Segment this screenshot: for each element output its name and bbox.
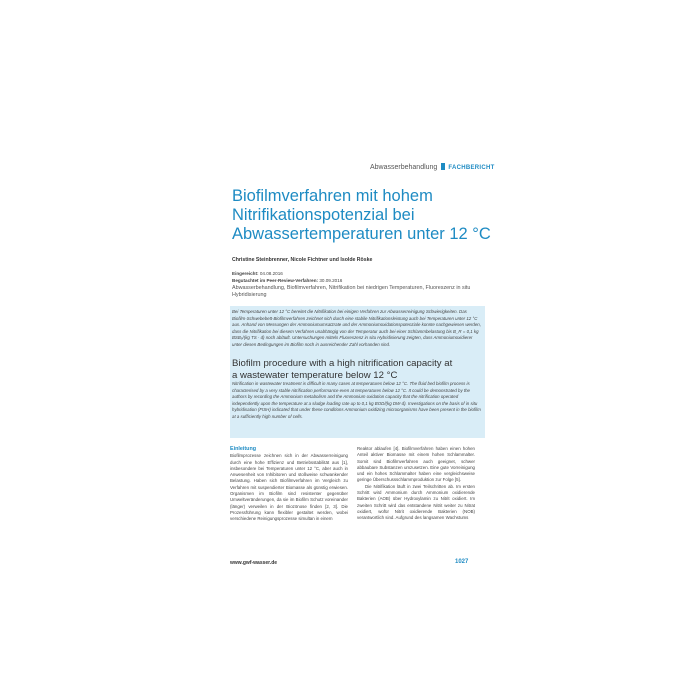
received-date: 04.08.2016 xyxy=(259,271,283,276)
footer-url: www.gwf-wasser.de xyxy=(230,560,278,566)
section-label: Abwasserbehandlung xyxy=(370,164,438,171)
abstract-german: Bei Temperaturen unter 12 °C bereitet die Nitrifikation bei einigen Verfahren zur Abwasserreinigung Schwierigkeiten. Das Biofilm-Schwebebett-Biofilmverfahren zeichnet sich durch eine stabile Nitrifikationsleistung auch bei Temperaturen unter 12 °C aus. Anhand von Messungen der Ammoniumumsatzrate und der Ammoniumoxidationspotenziale konnte nachgewiesen werden, dass die Nitrifikation bei diesem Verfahren unabhängig von der Temperatur auch bei einer Schlammbelastung bis B_R = 0,1 kg BSB₅/(kg TS · d) noch abläuft. Untersuchungen mittels Fluoreszenz in situ Hybridisierung zeigten, dass Ammoniumoxidierer unter diesen Bedingungen im Biofilm noch in ausreichender Zahl vorhanden sind. xyxy=(232,309,481,347)
intro-heading: Einleitung xyxy=(230,446,257,452)
reviewed-date: 30.09.2016 xyxy=(319,277,343,283)
english-title-line: a wastewater temperature below 12 °C xyxy=(232,369,398,381)
body-column-right xyxy=(357,446,475,522)
keywords: Abwasserbehandlung, Biofilmverfahren, Nitrifikation bei niedrigen Temperaturen, Fluoreszenz in situ Hybridisierung xyxy=(232,285,471,298)
category-label: FACHBERICHT xyxy=(448,165,495,171)
body-paragraph: Reaktor ablaufen [4]. Biofilmverfahren haben einen hohen Anteil aktiver Biomasse mit einem hohen Schlammalter. Somit sind Biofilmverfahren auch geeignet, schwer abbaubare Substanzen umzusetzen. Eine gute Vorreinigung und ein hohes Schlammalter haben eine vergleichsweise geringe Überschussschlammproduktion zur Folge [5]. xyxy=(357,446,475,483)
title-line: Biofilmverfahren mit hohem xyxy=(232,187,433,205)
body-paragraph: Biofilmprozesse zeichnen sich in der Abwasserreinigung durch eine hohe Effizienz und Betriebsstabilität aus [1], insbesondere bei Temperaturen unter 12 °C, aber auch in Anwesenheit von Inhibitoren und stoßweise schwankender Belastung. Haben sich Biofilmverfahren im Vergleich zu Verfahren mit suspendierter Biomasse als günstig erwiesen. Organismen im Biofilm sind resistenter gegenüber Umweltveränderungen, da sie im Biofilm Schutz voreinander (länger) verweilen in der Biozönose finden [2, 3]. Die Prozessführung kann flexibler gestaltet werden, wobei verschiedene Reinigungsprozesse simultan in einem xyxy=(230,453,348,522)
received-label: Eingereicht: xyxy=(232,271,259,276)
authors: Christine Steinbrenner, Nicole Fichtner und Isolde Röske xyxy=(232,257,373,263)
submission-dates xyxy=(232,271,342,284)
body-paragraph: Die Nitrifikation läuft in zwei Teilschritten ab. Im ersten Schritt wird Ammonium durch Ammonium oxidierende Bakterien (AOB) über Hydroxylamin zu Nitrit oxidiert. Im zweiten Schritt wird das entstandene Nitrit weiter zu Nitrat oxidiert, wofür Nitrit oxidierende Bakterien (NOB) verantwortlich sind. Aufgrund des langsamen Wachstums xyxy=(357,483,475,521)
running-header xyxy=(370,163,495,175)
title-line: Abwassertemperaturen unter 12 °C xyxy=(232,225,491,243)
page-number: 1027 xyxy=(455,559,469,565)
header-separator xyxy=(441,163,445,170)
body-column-left xyxy=(230,446,348,523)
title-line: Nitrifikationspotenzial bei xyxy=(232,206,415,224)
english-title-line: Biofilm procedure with a high nitrification capacity at xyxy=(232,358,453,369)
english-title xyxy=(232,358,484,381)
reviewed-label: Begutachtet im Peer-Review-Verfahren: xyxy=(232,277,319,283)
abstract-english: Nitrification in wastewater treatment is difficult in many cases at temperatures below 12 °C. The fluid bed biofilm process is characterised by a very stable nitrification performance even at temperatures below 12 °C. It could be demonstrated by the authors by recording the Ammonium metabolism and the Ammonium oxidation capacity that the nitrification operated independently upon the temperature at a sludge loading rate up to 0,1 kg BOD/(kg DW·d). Investigations on the basis of in situ hybridisation (FISH) indicated that under these conditions Ammonium oxidizing microorganisms have been present in the biofilm at a sufficiently high number of cells. xyxy=(232,381,481,419)
article-title xyxy=(232,187,492,244)
